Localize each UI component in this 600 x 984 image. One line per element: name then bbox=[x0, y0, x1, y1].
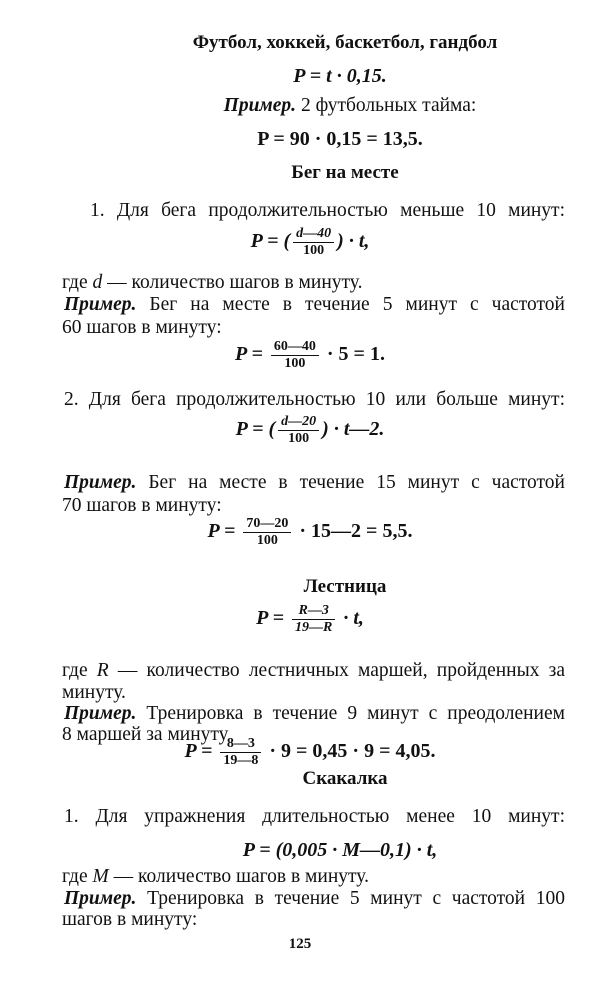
example-running-1-line1 bbox=[64, 294, 565, 316]
fraction bbox=[271, 339, 319, 372]
formula-stairs-example bbox=[10, 736, 600, 769]
rule-running-2: 2. Для бега продолжительностью 10 или больше минут: bbox=[64, 389, 565, 410]
example-jump-rope-line2: шагов в минуту: bbox=[62, 909, 198, 930]
formula-rhs: · 5 = 1. bbox=[321, 343, 385, 366]
numerator: 8—3 bbox=[220, 736, 261, 753]
heading-jump-rope: Скакалка bbox=[302, 768, 388, 789]
heading-stairs: Лестница bbox=[303, 576, 387, 597]
example-text: Тренировка в течение 5 минут с частотой 100 bbox=[136, 888, 565, 909]
where-text: — количество шагов в минуту. bbox=[102, 272, 363, 293]
where-text: — количество лестничных маршей, пройденных за bbox=[108, 660, 565, 681]
formula-rhs: ) · t—2. bbox=[322, 418, 385, 441]
example-jump-rope-line1 bbox=[64, 888, 565, 910]
formula-rhs: ) · t, bbox=[337, 230, 370, 253]
denominator: 100 bbox=[288, 431, 310, 446]
denominator: 100 bbox=[256, 533, 278, 548]
formula-running-1 bbox=[10, 226, 600, 259]
example-text: Тренировка в течение 9 минут с преодолением bbox=[136, 703, 565, 724]
variable: R bbox=[96, 660, 109, 681]
where-m bbox=[62, 866, 565, 888]
example-football bbox=[120, 95, 580, 117]
where-r-line1 bbox=[62, 660, 565, 682]
formula-running-2 bbox=[10, 414, 600, 447]
formula-lhs: P = bbox=[207, 520, 241, 543]
numerator: R—3 bbox=[292, 603, 335, 620]
numerator: 60—40 bbox=[271, 339, 319, 356]
heading-football: Футбол, хоккей, баскетбол, гандбол bbox=[192, 32, 498, 53]
variable: M bbox=[92, 866, 109, 887]
formula-rhs: · 9 = 0,45 · 9 = 4,05. bbox=[264, 740, 436, 763]
fraction bbox=[293, 226, 334, 259]
formula-football-example: P = 90 · 0,15 = 13,5. bbox=[257, 128, 423, 150]
formula-lhs: P = bbox=[235, 343, 268, 366]
example-text: 2 футбольных тайма: bbox=[296, 95, 477, 116]
formula-lhs: P = bbox=[256, 607, 289, 630]
where-prefix: где bbox=[62, 866, 93, 887]
rule-running-1: 1. Для бега продолжительностью меньше 10 минут: bbox=[90, 200, 565, 221]
denominator: 19—8 bbox=[223, 753, 259, 768]
where-r-line2: минуту. bbox=[62, 682, 126, 703]
formula-rhs: · 15—2 = 5,5. bbox=[294, 520, 413, 543]
fraction bbox=[220, 736, 261, 769]
example-stairs-line2: 8 маршей за минуту bbox=[62, 724, 229, 745]
formula-lhs: P = ( bbox=[250, 230, 291, 253]
denominator: 100 bbox=[284, 356, 306, 371]
fraction bbox=[243, 516, 291, 549]
numerator: 70—20 bbox=[243, 516, 291, 533]
variable: d bbox=[92, 272, 103, 293]
denominator: 100 bbox=[303, 243, 325, 258]
fraction bbox=[292, 603, 335, 636]
formula-running-1-example bbox=[10, 339, 600, 372]
formula-lhs: P = bbox=[184, 740, 218, 763]
denominator: 19—R bbox=[294, 620, 333, 635]
example-label: Пример. bbox=[64, 888, 137, 909]
example-label: Пример. bbox=[64, 294, 137, 315]
where-prefix: где bbox=[62, 660, 97, 681]
example-text: Бег на месте в течение 15 минут с частотой bbox=[136, 472, 565, 493]
where-d bbox=[62, 272, 565, 294]
example-running-1-line2: 60 шагов в минуту: bbox=[62, 317, 222, 338]
example-label: Пример. bbox=[64, 472, 137, 493]
page-number: 125 bbox=[288, 936, 312, 952]
rule-jump-rope-1: 1. Для упражнения длительностью менее 10 минут: bbox=[64, 806, 565, 827]
formula-lhs: P = ( bbox=[235, 418, 276, 441]
formula-rhs: · t, bbox=[338, 607, 364, 630]
fraction bbox=[278, 414, 319, 447]
where-text: — количество шагов в минуту. bbox=[108, 866, 369, 887]
example-label: Пример. bbox=[223, 95, 297, 116]
example-label: Пример. bbox=[64, 703, 137, 724]
example-stairs-line1 bbox=[64, 703, 565, 725]
formula-stairs bbox=[10, 603, 600, 636]
formula-running-2-example bbox=[10, 516, 600, 549]
example-text: Бег на месте в течение 5 минут с частотой bbox=[136, 294, 565, 315]
numerator: d—20 bbox=[278, 414, 319, 431]
formula-football: P = t · 0,15. bbox=[293, 65, 387, 87]
heading-running: Бег на месте bbox=[291, 162, 399, 183]
numerator: d—40 bbox=[293, 226, 334, 243]
example-running-2-line2: 70 шагов в минуту: bbox=[62, 495, 222, 516]
formula-jump-rope-1: P = (0,005 · M—0,1) · t, bbox=[242, 839, 438, 861]
where-prefix: где bbox=[62, 272, 93, 293]
example-running-2-line1 bbox=[64, 472, 565, 494]
